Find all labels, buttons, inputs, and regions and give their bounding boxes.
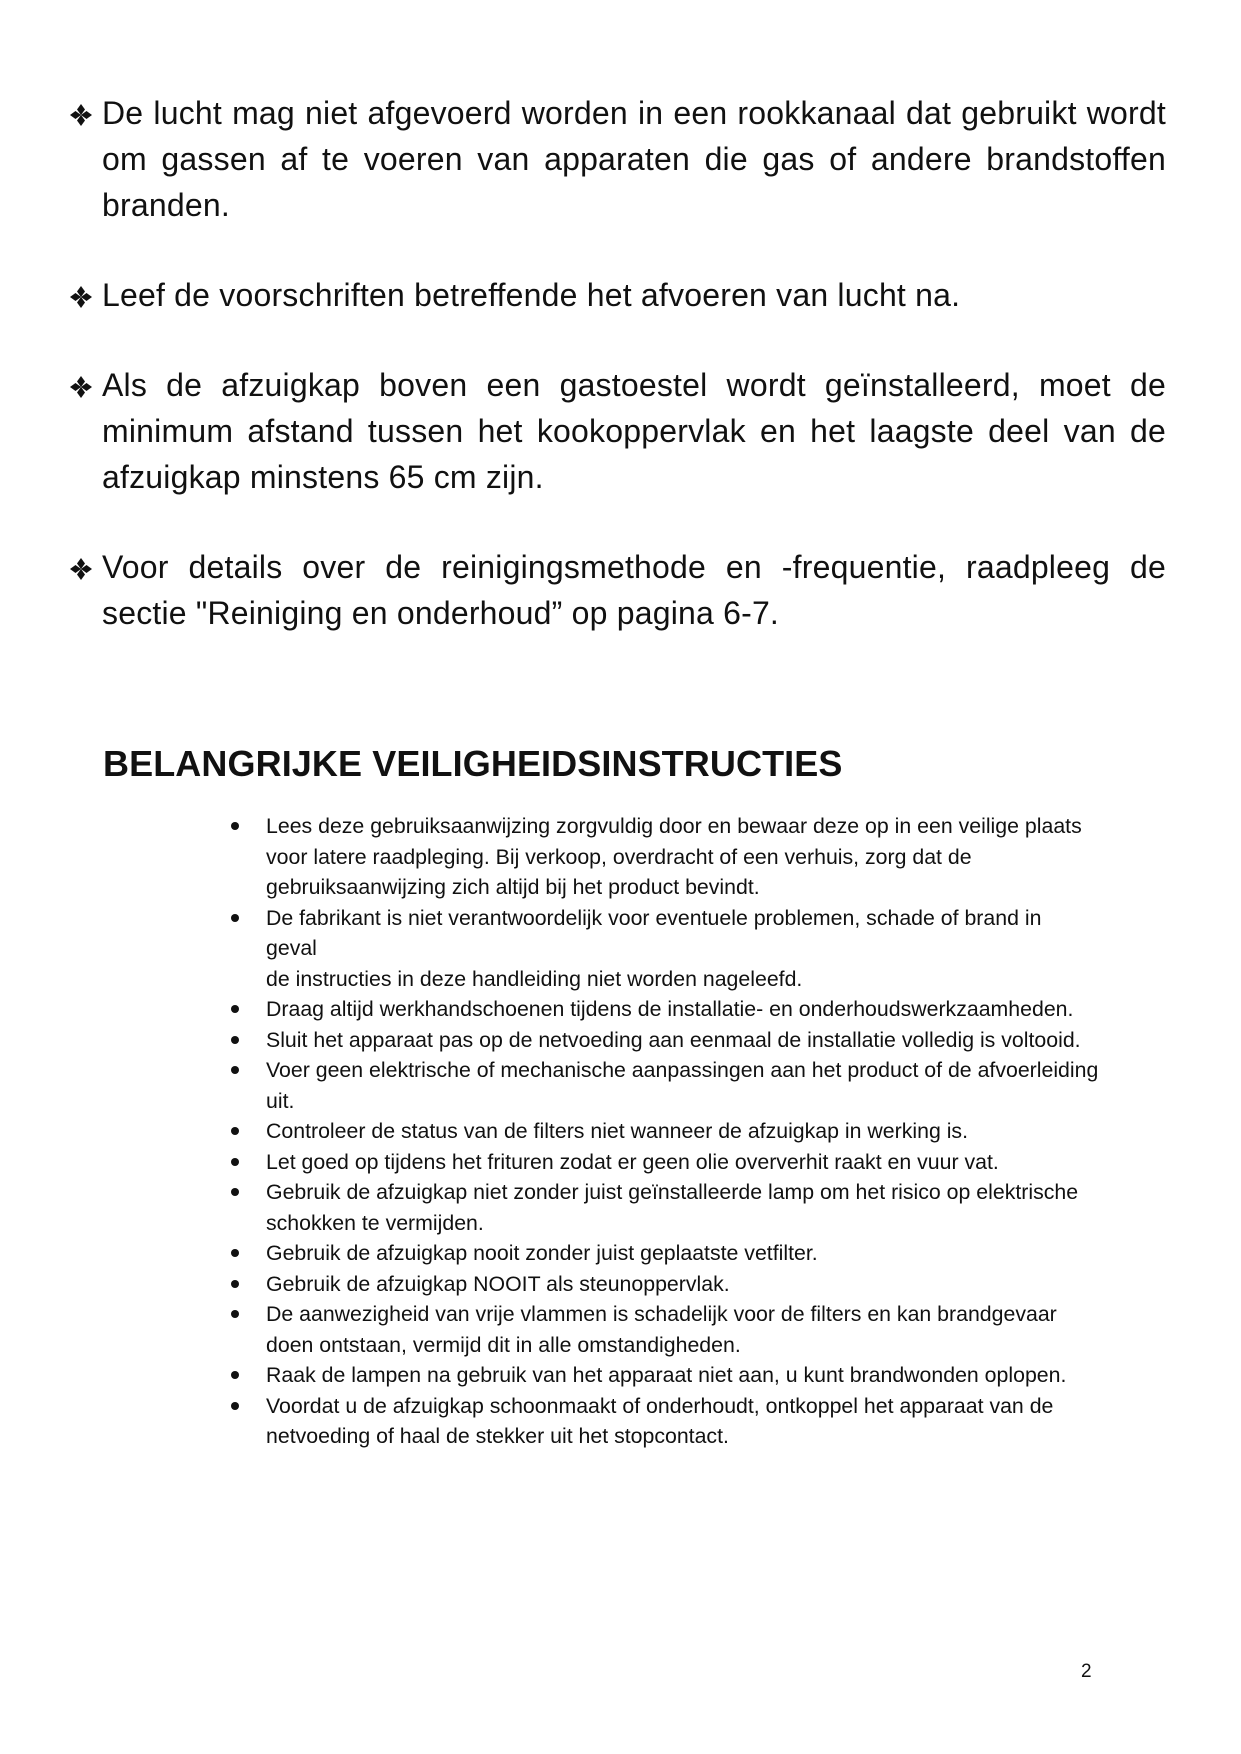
bullet-dot-icon [231, 914, 239, 922]
safety-item-line: gebruiksaanwijzing zich altijd bij het product bevindt. [266, 875, 760, 899]
safety-instructions-list [228, 811, 1178, 1452]
intro-item-text: Voor details over de reinigingsmethode en -frequentie, raadpleeg de sectie "Reiniging en onderhoud” op pagina 6-7. [102, 549, 1166, 631]
bullet-dot-icon [231, 1371, 239, 1379]
safety-item-line: uit. [266, 1088, 295, 1113]
bullet-dot-icon [231, 1310, 239, 1318]
safety-item-line: de instructies in deze handleiding niet worden nageleefd. [266, 966, 803, 991]
bullet-dot-icon [231, 1188, 239, 1196]
four-diamond-bullet-icon [66, 286, 96, 308]
safety-item-line: De aanwezigheid van vrije vlammen is schadelijk voor de filters en kan brandgevaar [266, 1302, 1057, 1326]
page-number: 2 [1081, 1661, 1092, 1682]
safety-item [228, 811, 1178, 903]
safety-item [228, 1055, 1178, 1116]
intro-item [66, 90, 1166, 228]
bullet-dot-icon [231, 1127, 239, 1135]
safety-item-line: Gebruik de afzuigkap nooit zonder juist geplaatste vetfilter. [266, 1241, 818, 1265]
safety-item-line: Voer geen elektrische of mechanische aanpassingen aan het product of de afvoerleiding [266, 1058, 1099, 1082]
safety-item-line: Sluit het apparaat pas op de netvoeding aan eenmaal de installatie volledig is voltooid. [266, 1027, 1081, 1052]
safety-item [228, 994, 1178, 1025]
bullet-dot-icon [231, 822, 239, 830]
safety-item-line: Raak de lampen na gebruik van het apparaat niet aan, u kunt brandwonden oplopen. [266, 1363, 1067, 1387]
bullet-dot-icon [231, 1249, 239, 1257]
safety-item-line: netvoeding of haal de stekker uit het stopcontact. [266, 1424, 729, 1448]
safety-item [228, 1116, 1178, 1147]
four-diamond-bullet-icon [66, 376, 96, 398]
safety-item [228, 1391, 1178, 1452]
bullet-dot-icon [231, 1402, 239, 1410]
intro-item-text: Als de afzuigkap boven een gastoestel wordt geïnstalleerd, moet de minimum afstand tussen het kookoppervlak en het laagste deel van de afzuigkap minstens 65 cm zijn. [102, 367, 1166, 495]
intro-item-text: Leef de voorschriften betreffende het afvoeren van lucht na. [102, 277, 961, 313]
intro-item [66, 362, 1166, 500]
bullet-dot-icon [231, 1066, 239, 1074]
safety-item [228, 1269, 1178, 1300]
safety-item [228, 1238, 1178, 1269]
four-diamond-bullet-icon [66, 104, 96, 126]
safety-item-line: De fabrikant is niet verantwoordelijk voor eventuele problemen, schade of brand in [266, 905, 1042, 930]
safety-item-line: Gebruik de afzuigkap NOOIT als steunoppervlak. [266, 1271, 730, 1296]
bullet-dot-icon [231, 1036, 239, 1044]
safety-item-line: schokken te vermijden. [266, 1210, 484, 1235]
safety-heading: BELANGRIJKE VEILIGHEIDSINSTRUCTIES [103, 743, 843, 784]
safety-item-line: Gebruik de afzuigkap niet zonder juist geïnstalleerde lamp om het risico op elektrische [266, 1180, 1079, 1204]
bullet-dot-icon [231, 1005, 239, 1013]
safety-item-line: Let goed op tijdens het frituren zodat er geen olie oververhit raakt en vuur vat. [266, 1149, 999, 1174]
safety-item-line: Voordat u de afzuigkap schoonmaakt of onderhoudt, ontkoppel het apparaat van de [266, 1393, 1054, 1418]
intro-item [66, 272, 1166, 318]
bullet-dot-icon [231, 1280, 239, 1288]
safety-item-line: voor latere raadpleging. Bij verkoop, overdracht of een verhuis, zorg dat de [266, 844, 972, 869]
safety-item [228, 1147, 1178, 1178]
intro-list [66, 90, 1166, 680]
safety-item [228, 903, 1178, 995]
safety-item [228, 1299, 1178, 1360]
intro-item-text: De lucht mag niet afgevoerd worden in een rookkanaal dat gebruikt wordt om gassen af te voeren van apparaten die gas of andere brandstoffen branden. [102, 95, 1166, 223]
safety-item-line: Controleer de status van de filters niet wanneer de afzuigkap in werking is. [266, 1119, 968, 1143]
safety-item [228, 1360, 1178, 1391]
bullet-dot-icon [231, 1158, 239, 1166]
safety-item-line: Draag altijd werkhandschoenen tijdens de installatie- en onderhoudswerkzaamheden. [266, 997, 1074, 1021]
safety-item [228, 1177, 1178, 1238]
four-diamond-bullet-icon [66, 558, 96, 580]
safety-item-line: geval [266, 936, 317, 960]
intro-item [66, 544, 1166, 636]
safety-item-line: doen ontstaan, vermijd dit in alle omstandigheden. [266, 1332, 741, 1357]
safety-item [228, 1025, 1178, 1056]
safety-item-line: Lees deze gebruiksaanwijzing zorgvuldig door en bewaar deze op in een veilige plaats [266, 814, 1082, 838]
